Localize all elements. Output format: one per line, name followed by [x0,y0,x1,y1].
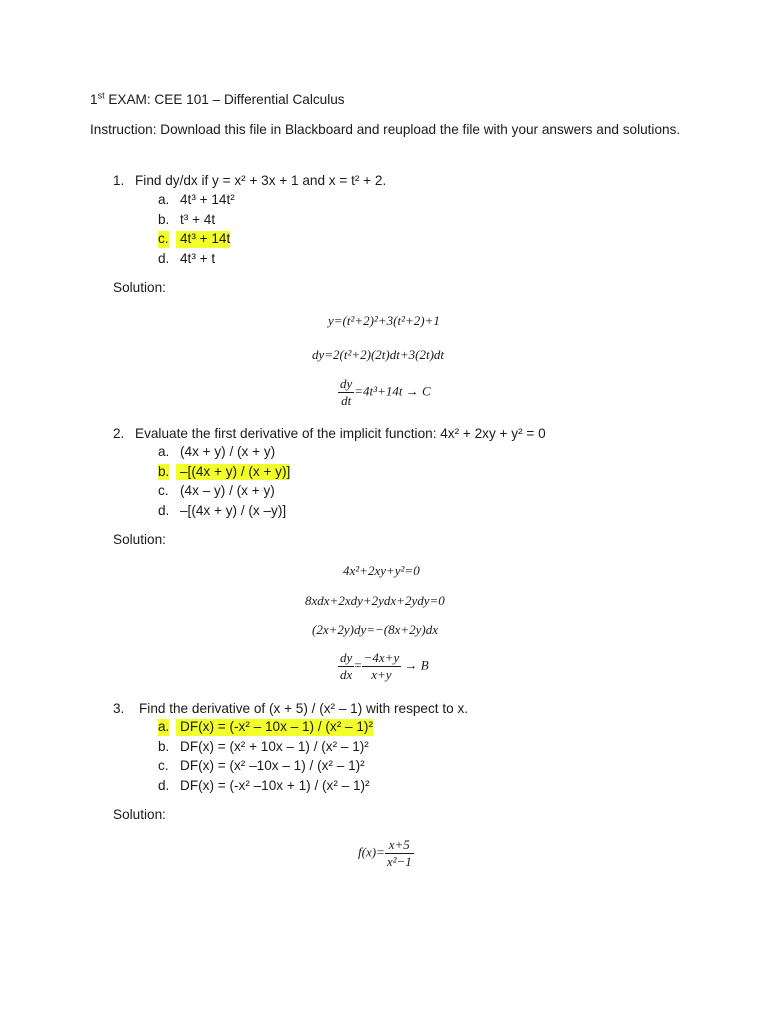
option-2c: c. (4x – y) / (x + y) [158,483,275,498]
q2-solution-eq2: 8xdx+2xdy+2ydx+2ydy=0 [305,593,445,608]
q2-solution-label: Solution: [113,532,166,547]
q1-dy-dt-fraction: $\frac{dy}{dt}$ [340,376,353,408]
question-3-options [90,719,690,797]
question-2-options [90,444,690,522]
exam-title [90,92,345,109]
option-3b: b. DF(x) = (x² + 10x – 1) / (x² – 1)² [158,738,369,754]
q2-dy-dx-fraction: $\frac{dy}{dx}$ [340,650,353,682]
option-3a-highlighted: a. DF(x) = (-x² – 10x – 1) / (x² – 1)² [158,719,373,734]
option-1b: b. t³ + 4t [158,211,216,227]
q3-solution-label: Solution: [113,807,166,822]
instruction-text: Instruction: Download this file in Blackboard and reupload the file with your answers and solutions. [90,122,681,137]
option-2b-highlighted: b. –[(4x + y) / (x + y)] [158,463,291,479]
question-1-number: 1. [113,173,125,188]
option-3c: c. DF(x) = (x² –10x – 1) / (x² – 1)² [158,758,365,773]
q2-solution-eq1: 4x²+2xy+y²=0 [343,563,420,578]
option-3d: d. DF(x) = (-x² –10x + 1) / (x² – 1)² [158,777,370,793]
exam-number-suffix: st [97,90,105,101]
q3-function-fraction: $\frac{x+5}{\text{x²−1}}$ [386,837,412,869]
question-1-options [90,192,690,270]
q2-solution-eq4: $\frac{dy}{dx}$ = $\frac{-4x+y}{x+y}$ → B [340,650,429,682]
exam-number: 1 [90,92,98,107]
option-2a: a. (4x + y) / (x + y) [158,444,276,459]
option-2d: d. –[(4x + y) / (x –y)] [158,502,287,518]
q1-solution-eq2: dy=2(t²+2)(2t)dt+3(2t)dt [312,347,445,362]
question-2-text: Evaluate the first derivative of the implicit function: 4x² + 2xy + y² = 0 [135,426,546,441]
question-3-number: 3. [113,701,125,716]
option-1c-highlighted: c. 4t³ + 14t [158,231,231,246]
question-3-text: Find the derivative of (x + 5) / (x² – 1) with respect to x. [139,701,469,716]
question-2-number: 2. [113,426,125,441]
q1-solution-eq1: y=(t²+2)²+3(t²+2)+1 [328,313,440,328]
q2-solution-eq3: (2x+2y)dy=−(8x+2y)dx [312,622,439,637]
question-1-text: Find dy/dx if y = x² + 3x + 1 and x = t² + 2. [135,173,387,188]
q2-rhs-fraction: $\frac{-4x+y}{x+y}$ [363,650,400,682]
q1-solution-eq3: $\frac{dy}{dt}$ =4t³+14t → C [340,376,431,408]
option-1d: d. 4t³ + t [158,250,216,266]
q1-solution-label: Solution: [113,280,166,295]
exam-title-text: EXAM: CEE 101 – Differential Calculus [104,92,345,107]
option-1a: a. 4t³ + 14t² [158,192,235,207]
q3-solution-eq1: f(x)= $\frac{x+5}{\text{x²−1}}$ [358,837,412,869]
